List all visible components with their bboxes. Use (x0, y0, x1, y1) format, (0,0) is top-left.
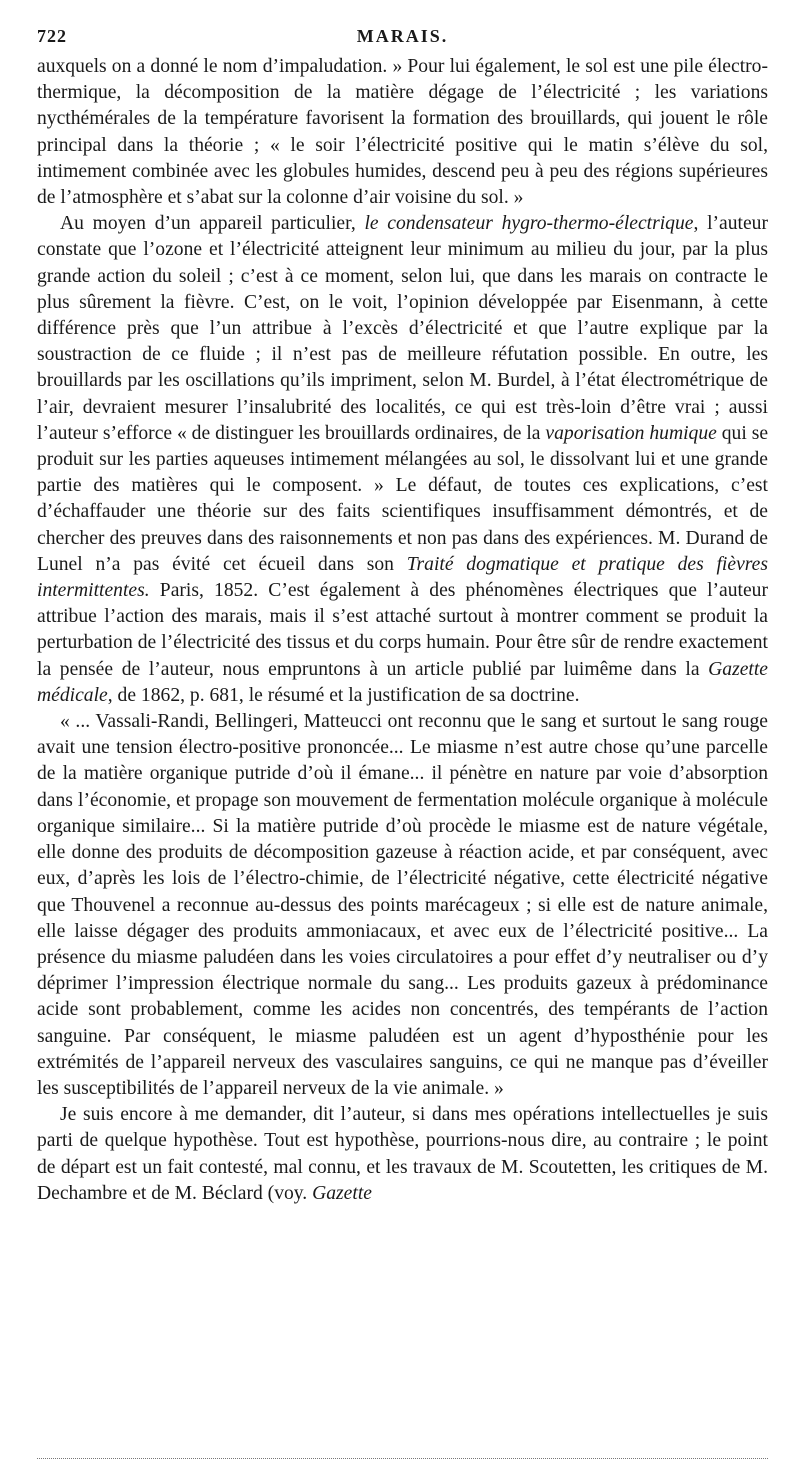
text-run: auxquels on a donné le nom d’impaludation. » Pour lui également, le sol est une pile électro-thermique, la décomposition de la matière dégage de l’électricité ; les variations nycthémérales de la température favorisent la formation des brouillards, qui jouent le rôle principal dans la théorie ; « le soir l’électricité positive qui le matin s’élève du sol, intimement combinée avec les globules humides, descend peu à peu des régions supérieures de l’atmosphère et s’abat sur la colonne d’air voisine du sol. » (37, 56, 768, 209)
italic-text: Traité dogmatique et pratique des fièvres intermittentes. (37, 553, 768, 602)
paragraph (37, 54, 768, 211)
text-run: Paris, 1852. C’est également à des phénomènes électriques que l’auteur attribue l’action des marais, mais il s’est attaché surtout à montrer comment se produit la perturbation de l’électricité des tissus et du corps humain. Pour être sûr de rendre exactement la pensée de l’auteur, nous empruntons à un article publié par luimême dans la (37, 580, 768, 680)
text-run: Je suis encore à me demander, dit l’auteur, si dans mes opérations intellectuelles je suis parti de quelque hypothèse. Tout est hypothèse, pourrions-nous dire, au contraire ; le point de départ est un fait contesté, mal connu, et les travaux de M. Scoutetten, les critiques de M. Dechambre et de M. Béclard (voy. (37, 1104, 768, 1204)
paragraph (37, 709, 768, 1102)
italic-text: vaporisation humique (545, 422, 717, 444)
footer-dotted-rule (37, 1458, 768, 1459)
running-head: MARAIS. (356, 26, 449, 46)
text-run: qui se produit sur les parties aqueuses intimement mélangées au sol, le dissolvant lui et une grande partie des matières qui le composent. » Le défaut, de toutes ces explications, c’est d’échaffauder une théorie sur des faits scientifiques insuffisamment démontrés, et de chercher des preuves dans des raisonnements et non pas dans des expériences. M. Durand de Lunel n’a pas évité cet écueil dans son (37, 422, 769, 575)
text-run: « ... Vassali-Randi, Bellingeri, Matteucci ont reconnu que le sang et surtout le sang rouge avait une tension électro-positive prononcée... Le miasme n’est autre chose qu’une parcelle de la matière organique putride d’où il émane... il pénètre en nature par voie d’absorption dans l’économie, et propage son mouvement de fermentation molécule organique à molécule organique similaire... Si la matière putride d’où procède le miasme est de nature végétale, elle donne des produits de décomposition gazeuse à réaction acide, et par conséquent, avec eux, d’après les lois de l’électro-chimie, de l’électricité négative, cette électricité négative que Thouvenel a reconnue au-dessus des points marécageux ; si elle est de nature animale, elle laisse dégager des produits ammoniacaux, et avec eux de l’électricité positive... La présence du miasme paludéen dans les voies circulatoires a pour effet d’y neutraliser ou d’y déprimer l’impression électrique normale du sang... Les produits gazeux à prédominance acide sont probablement, comme les acides non concentrés, des tempérants de l’action sanguine. Par conséquent, le miasme paludéen est un agent d’hyposthénie pour les extrémités de l’appareil nerveux des vasculaires sanguins, ce qui ne manque pas d’éveiller les susceptibilités de l’appareil nerveux de la vie animale. » (37, 711, 768, 1099)
text-run: , de 1862, p. 681, le résumé et la justification de sa doctrine. (107, 684, 580, 706)
text-run: Au moyen d’un appareil particulier, (60, 213, 365, 235)
paragraph (37, 211, 768, 709)
italic-text: Gazette (312, 1182, 372, 1204)
body-text (37, 54, 768, 1207)
text-run: , l’auteur constate que l’ozone et l’électricité atteignent leur minimum au milieu du jour, par la plus grande action du soleil ; c’est à ce moment, selon lui, que dans les marais on contracte le plus sûrement la fièvre. C’est, on le voit, l’opinion développée par Eisenmann, à cette différence près que l’un attribue à l’excès d’électricité et que l’autre explique par la soustraction de ce fluide ; il n’est pas de meilleure réfutation possible. En outre, les brouillards par les oscillations qu’ils impriment, selon M. Burdel, à l’état électrométrique de l’air, devraient mesurer l’insalubrité des localités, ce qui est très-loin d’être vrai ; aussi l’auteur s’efforce « de distinguer les brouillards ordinaires, de la (37, 213, 768, 444)
italic-text: le condensateur hygro-thermo-électrique (364, 213, 694, 235)
paragraph (37, 1102, 768, 1207)
italic-text: Gazette médicale (37, 658, 768, 706)
page-header (37, 26, 768, 50)
page-number: 722 (37, 26, 67, 46)
book-page (37, 26, 768, 1207)
